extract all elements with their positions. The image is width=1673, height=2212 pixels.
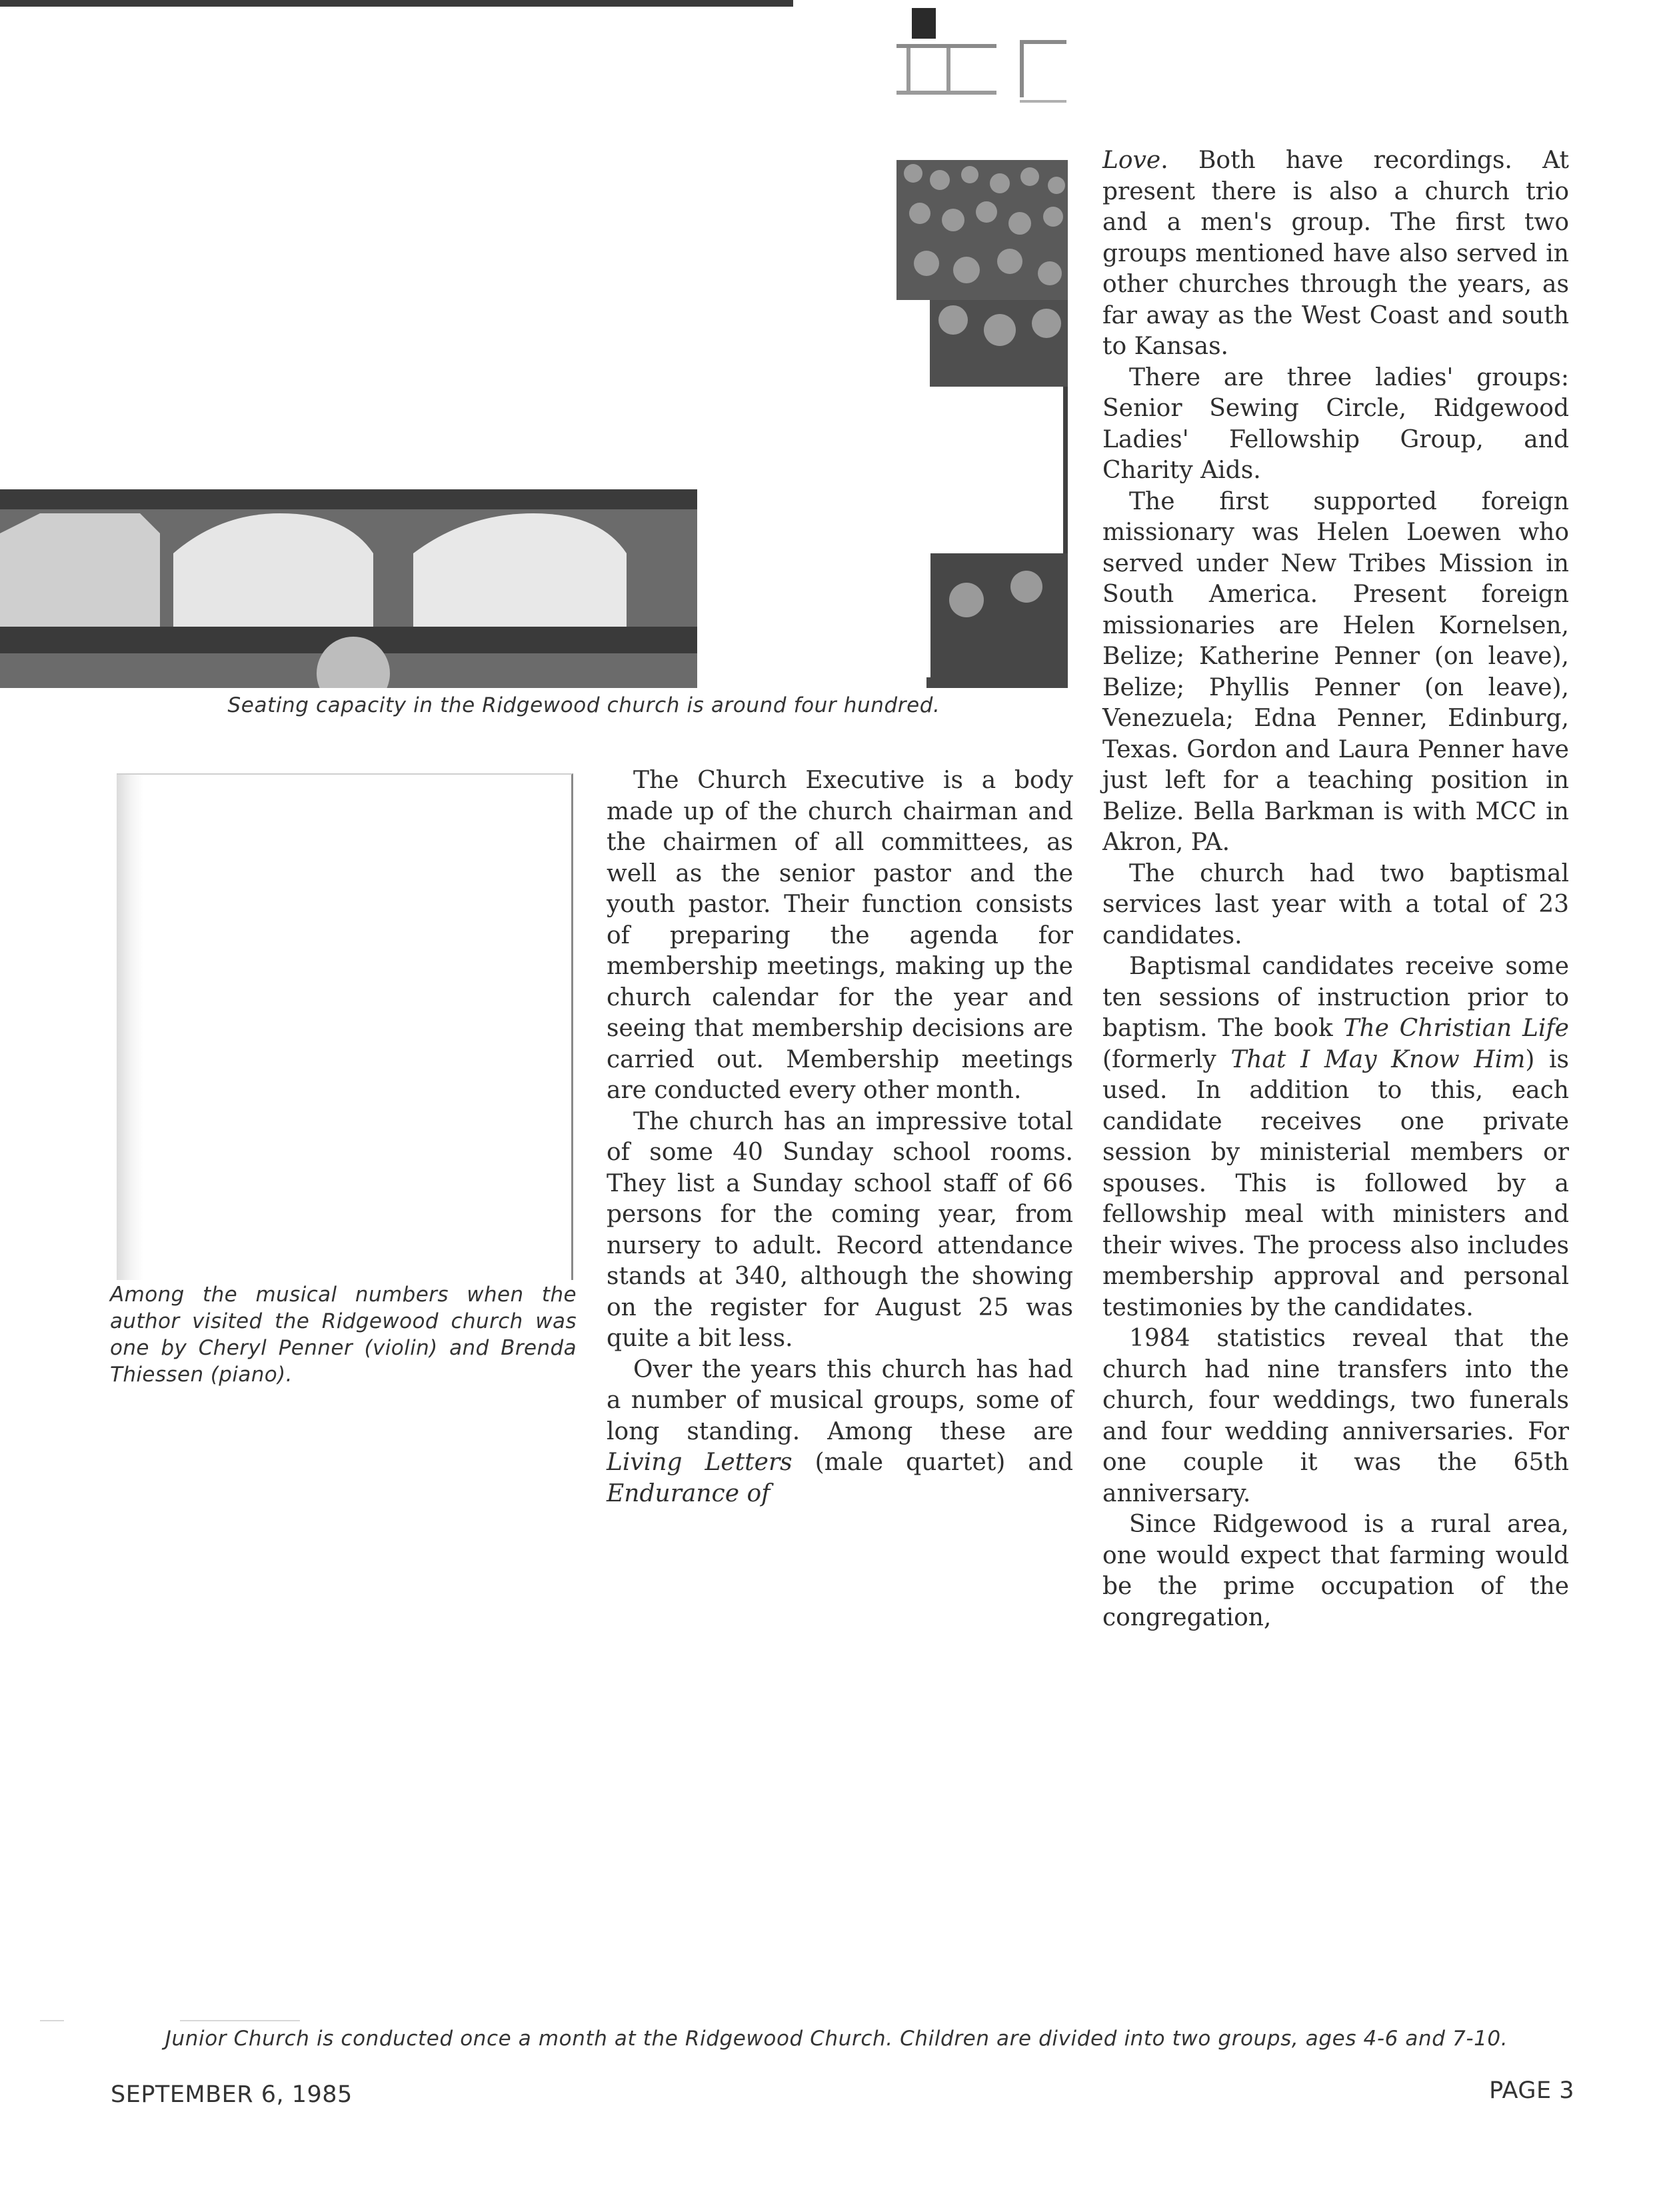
musical-photo — [117, 773, 573, 1280]
paragraph: Over the years this church has had a number of musical groups, some of long standing. Among these are Living Letters (male quartet) and Endurance of — [607, 1355, 1073, 1507]
seating-photo-caption: Seating capacity in the Ridgewood church is around four hundred. — [227, 693, 940, 717]
issue-date: SEPTEMBER 6, 1985 — [111, 2081, 353, 2108]
paragraph: The Church Executive is a body made up of the church chairman and the chairmen of all committees, as well as the senior pastor and the youth pastor. Their function consists of preparing the agenda for membership meetings, making up the church calendar for the year and seeing that membership decisions are carried out. Membership meetings are conducted every other month. — [607, 767, 1073, 1104]
seating-photo-graphic — [0, 0, 1068, 688]
article-column-middle — [607, 765, 1073, 1509]
page-number: PAGE 3 — [1489, 2077, 1574, 2104]
divider — [40, 2020, 64, 2021]
divider — [180, 2020, 300, 2021]
seating-photo — [0, 0, 1068, 688]
paragraph: Baptismal candidates receive some ten sessions of instruction prior to baptism. The book The Christian Life (formerly That I May Know Him) is used. In addition to this, each candidate receives one private session by ministerial members or spouses. This is followed by a fellowship meal with ministers and their wives. The process also includes membership approval and personal testimonies by the candidates. — [1102, 953, 1570, 1321]
paragraph: There are three ladies' groups: Senior Sewing Circle, Ridgewood Ladies' Fellowship Group, and Charity Aids. — [1102, 363, 1569, 484]
paragraph: 1984 statistics reveal that the church had nine transfers into the church, four weddings, two funerals and four wedding anniversaries. For one couple it was the 65th anniversary. — [1102, 1325, 1569, 1507]
article-column-right — [1102, 145, 1569, 1633]
paragraph: Since Ridgewood is a rural area, one would expect that farming would be the prime occupation of the congregation, — [1102, 1511, 1569, 1631]
junior-church-caption: Junior Church is conducted once a month at the Ridgewood Church. Children are divided into two groups, ages 4-6 and 7-10. — [165, 2027, 1508, 2051]
musical-photo-caption: Among the musical numbers when the author visited the Ridgewood church was one by Cheryl Penner (violin) and Brenda Thiessen (piano). — [110, 1283, 577, 1387]
paragraph: The church has an impressive total of some 40 Sunday school rooms. They list a Sunday school staff of 66 persons for the coming year, from nursery to adult. Record attendance stands at 340, although the showing on the register for August 25 was quite a bit less. — [607, 1107, 1073, 1352]
paragraph: The church had two baptismal services last year with a total of 23 candidates. — [1102, 859, 1569, 949]
paragraph: Love. Both have recordings. At present there is also a church trio and a men's group. The first two groups mentioned have also served in other churches through the years, as far away as the West Coast and south to Kansas. — [1102, 147, 1569, 360]
paragraph: The first supported foreign missionary was Helen Loewen who served under New Tribes Mission in South America. Present foreign missionaries are Helen Kornelsen, Belize; Katherine Penner (on leave), Belize; Phyllis Penner (on leave), Venezuela; Edna Penner, Edinburg, Texas. Gordon and Laura Penner have just left for a teaching position in Belize. Bella Barkman is with MCC in Akron, PA. — [1102, 487, 1569, 856]
